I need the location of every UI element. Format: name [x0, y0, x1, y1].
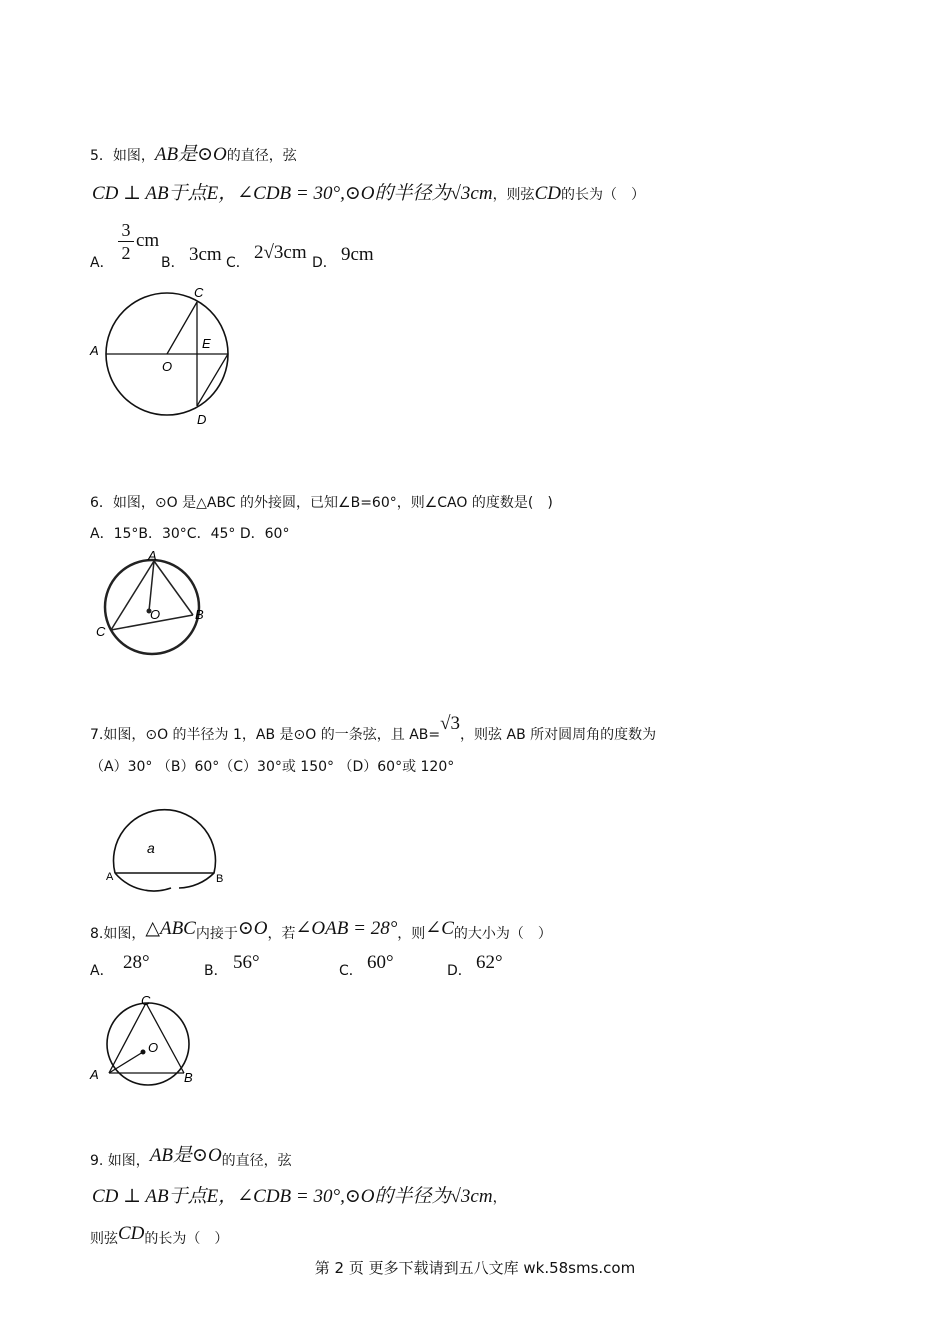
q8-stem-math4: ∠C — [425, 918, 454, 939]
q8-stem-mid2: ，若 — [267, 926, 296, 942]
q5-figure — [85, 282, 245, 427]
q9-line1 — [90, 1145, 292, 1170]
q5-option-a-fraction — [116, 220, 136, 263]
q8-center-dot — [141, 1050, 146, 1055]
q5-label-e: E — [202, 336, 211, 351]
q7-stem — [90, 713, 657, 744]
q9-line3 — [90, 1223, 229, 1248]
q9-line2-suffix: ， — [492, 1190, 507, 1206]
q5-label-o: O — [162, 359, 173, 374]
q8-option-d-label: D． — [447, 963, 472, 979]
q5-option-c: 2√3cm — [254, 242, 307, 263]
q8-stem-mid3: ，则 — [397, 926, 426, 942]
q6-label-b: B — [195, 607, 204, 622]
q5-line1-math: AB是⊙O — [154, 144, 227, 165]
q8-stem-math2: ⊙O — [237, 918, 268, 939]
q8-stem-suffix: 的大小为（ ） — [453, 926, 552, 942]
q7-stem-math: √3 — [440, 713, 461, 734]
q5-option-d-label: D． — [312, 255, 337, 271]
q6-stem: 6．如图，⊙O 是△ABC 的外接圆，已知∠B=60°，则∠CAO 的度数是( ) — [90, 495, 553, 511]
q5-option-b: 3cm — [189, 244, 222, 265]
q6-side-ca — [111, 561, 154, 630]
q8-label-a: A — [90, 1067, 99, 1082]
q9-line3-prefix: 则弦 — [90, 1231, 118, 1247]
page-footer: 第 2 页 更多下载请到五八文库 wk.58sms.com — [314, 1259, 636, 1277]
q7-stem-suffix: ，则弦 AB 所对圆周角的度数为 — [460, 727, 657, 743]
fraction-bar — [118, 241, 134, 242]
q5-line2-math2: CD — [534, 183, 561, 204]
q8-stem-math3: ∠OAB = 28° — [295, 918, 398, 939]
q5-line2 — [92, 185, 645, 204]
q8-stem-mid1: 内接于 — [195, 926, 238, 942]
q9-line1-prefix: 9. 如图， — [90, 1153, 150, 1169]
q9-line1-suffix: 的直径，弦 — [221, 1153, 292, 1169]
q8-option-d: 62° — [476, 952, 503, 973]
q6-label-o: O — [150, 607, 161, 622]
q8-option-b: 56° — [233, 952, 260, 973]
q7-label-alpha: a — [147, 840, 155, 856]
q5-label-a: A — [90, 343, 99, 358]
q6-options: A．15°B．30°C．45° D．60° — [90, 526, 290, 542]
q5-option-a-denominator: 2 — [121, 243, 131, 263]
q5-option-b-label: B． — [161, 255, 185, 271]
q8-option-c: 60° — [367, 952, 394, 973]
q5-option-c-label: C． — [226, 255, 250, 271]
q8-option-c-label: C． — [339, 963, 363, 979]
q8-option-b-label: B． — [204, 963, 228, 979]
q5-line2-suffix: ，则弦 — [492, 187, 535, 203]
q7-circle — [114, 810, 216, 891]
q9-line3-math: CD — [118, 1223, 145, 1244]
q8-figure — [85, 990, 210, 1100]
q7-label-a: A — [106, 871, 114, 883]
q7-stem-prefix: 7.如图，⊙O 的半径为 1，AB 是⊙O 的一条弦，且 AB= — [90, 727, 441, 743]
q5-line1-suffix: 的直径，弦 — [226, 148, 297, 164]
q8-option-a-label: A． — [90, 963, 114, 979]
q5-option-d: 9cm — [341, 244, 374, 265]
q8-label-o: O — [148, 1040, 159, 1055]
q9-line3-suffix: 的长为（ ） — [144, 1231, 229, 1247]
q9-line2 — [92, 1188, 507, 1207]
q5-segment-bd — [197, 354, 228, 406]
q6-label-c: C — [96, 624, 106, 639]
q8-label-c: C — [141, 993, 151, 1008]
q8-option-a: 28° — [123, 952, 150, 973]
q8-side-ca — [109, 1003, 146, 1073]
q5-option-a-label: A． — [90, 255, 114, 271]
q8-label-b: B — [184, 1070, 193, 1085]
q5-line1-prefix: 5．如图， — [90, 148, 155, 164]
q5-option-a-unit: cm — [136, 230, 160, 251]
q6-figure — [90, 550, 220, 660]
q5-line2-math: CD ⊥ AB于点E，∠CDB = 30°,⊙O的半径为√3cm — [92, 183, 493, 204]
q8-side-cb — [146, 1003, 184, 1073]
q9-line2-math: CD ⊥ AB于点E，∠CDB = 30°,⊙O的半径为√3cm — [92, 1186, 493, 1207]
q5-line2-suffix2: 的长为（ ） — [560, 187, 645, 203]
q5-line1 — [90, 146, 297, 165]
q5-label-d: D — [197, 412, 207, 427]
q6-label-a: A — [148, 550, 157, 563]
q8-stem-prefix: 8.如图， — [90, 926, 146, 942]
q7-figure — [100, 785, 235, 895]
q7-label-b: B — [216, 873, 224, 885]
q8-stem — [90, 918, 552, 943]
q5-segment-oc — [167, 302, 197, 354]
q7-options: （A）30° （B）60°（C）30°或 150° （D）60°或 120° — [90, 759, 455, 775]
q5-label-c: C — [194, 285, 204, 300]
q8-stem-math1: △ABC — [145, 918, 196, 939]
q9-line1-math: AB是⊙O — [149, 1145, 222, 1166]
q5-option-a-numerator: 3 — [121, 220, 131, 240]
